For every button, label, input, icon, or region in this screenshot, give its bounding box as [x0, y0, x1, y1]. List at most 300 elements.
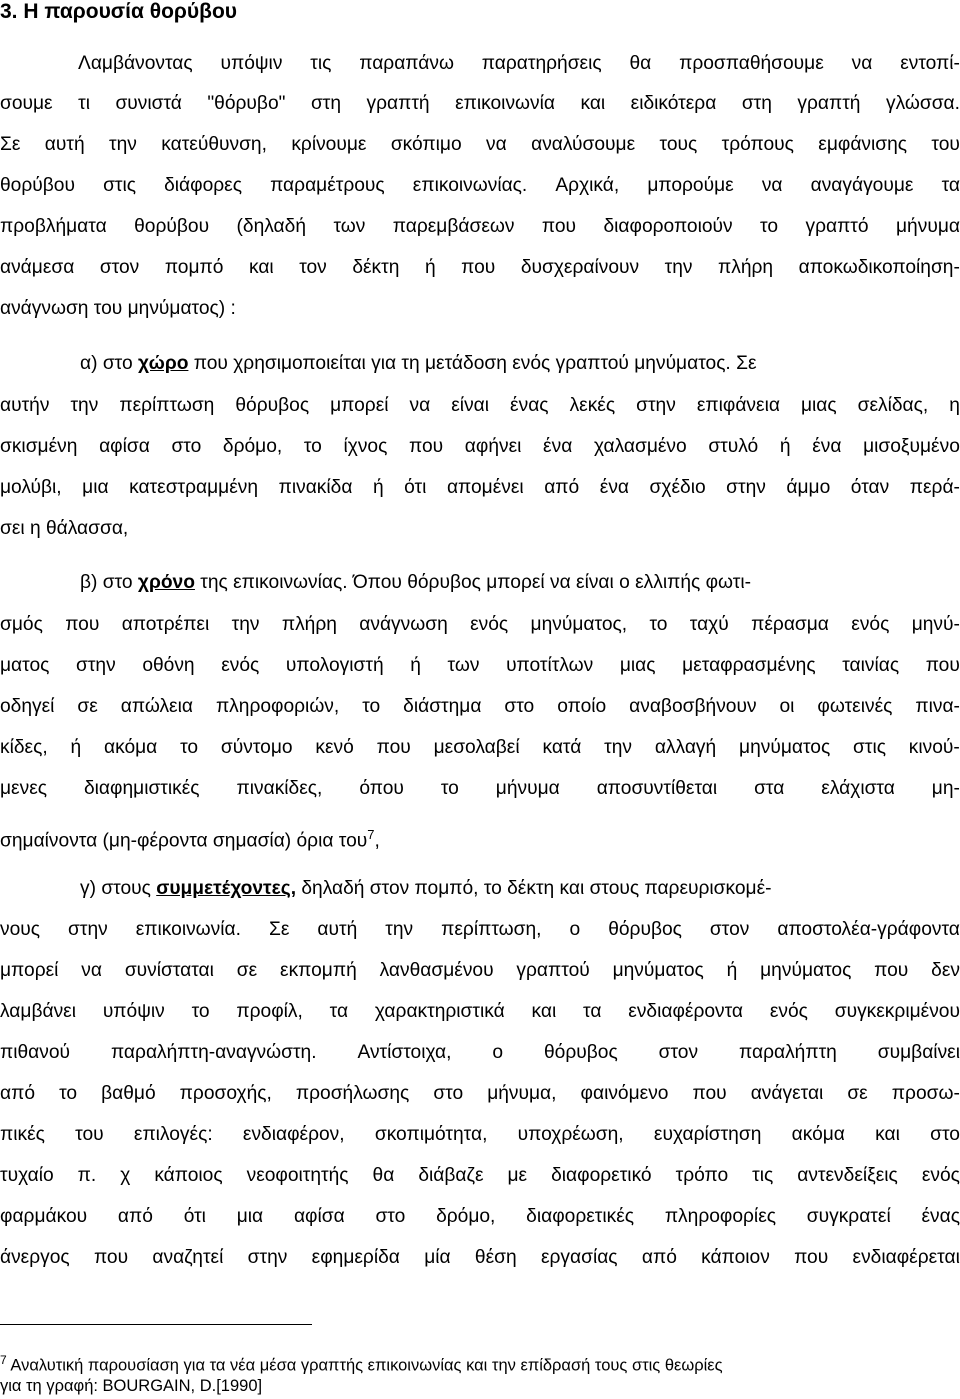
- paragraph-line: [0, 777, 960, 801]
- word: εντοπί-: [900, 53, 960, 74]
- word: του: [931, 134, 960, 155]
- paragraph-line: [0, 133, 960, 157]
- word: θόρυβος: [608, 919, 682, 940]
- word: στις: [103, 175, 136, 196]
- word: σουμε: [0, 93, 53, 114]
- word: από: [0, 1083, 36, 1104]
- word: μηνύματος: [612, 960, 704, 981]
- word: δυσχεραίνουν: [520, 257, 640, 278]
- word: αποσυντίθεται: [596, 778, 718, 799]
- word: πινακίδες,: [236, 778, 323, 799]
- item-keyword: συμμετέχοντες,: [156, 878, 297, 899]
- word: παραπάνω: [359, 53, 454, 74]
- word: υποτίτλων: [506, 655, 594, 676]
- word: σμός: [0, 614, 43, 635]
- word: δέκτη: [352, 257, 400, 278]
- word: του: [75, 1124, 104, 1145]
- word: που: [65, 614, 100, 635]
- word: ταινίας: [842, 655, 900, 676]
- word: νους: [0, 919, 41, 940]
- word: πληροφορίες: [664, 1206, 776, 1227]
- word: κρίνουμε: [291, 134, 367, 155]
- word: στην: [76, 655, 116, 676]
- word: το: [649, 614, 668, 635]
- word: που: [93, 1247, 129, 1268]
- list-item-c: [80, 877, 960, 901]
- word: ενός: [470, 614, 509, 635]
- word: ενός: [851, 614, 890, 635]
- word: με: [507, 1165, 528, 1186]
- word: ο: [569, 919, 581, 940]
- word: ειδικότερα: [630, 93, 717, 114]
- word: στη: [741, 93, 772, 114]
- word: ή: [410, 655, 421, 676]
- word: διαφορετικό: [551, 1165, 652, 1186]
- word: προφίλ,: [236, 1001, 303, 1022]
- word: αφίσα: [293, 1206, 345, 1227]
- word: ανάγεται: [750, 1083, 824, 1104]
- word: ανάμεσα: [0, 257, 75, 278]
- word: λαμβάνει: [0, 1001, 76, 1022]
- word: επιλογές:: [133, 1124, 213, 1145]
- word: σελίδας,: [857, 395, 929, 416]
- footnote-divider: [0, 1324, 312, 1325]
- line-text: ,: [374, 830, 380, 852]
- word: τρόπους: [721, 134, 794, 155]
- word: ο: [492, 1042, 504, 1063]
- word: περίπτωση: [119, 395, 215, 416]
- word: Αρχικά,: [555, 175, 620, 196]
- word: συνίσταται: [124, 960, 214, 981]
- word: την: [109, 134, 137, 155]
- word: λεκές: [569, 395, 616, 416]
- paragraph-line: [0, 918, 960, 942]
- word: μιας: [800, 395, 837, 416]
- word: την: [604, 737, 632, 758]
- word: παραλήπτη: [739, 1042, 837, 1063]
- word: σχέδιο: [649, 477, 706, 498]
- word: την: [385, 919, 414, 940]
- paragraph-line: [0, 823, 960, 853]
- list-item-b: [80, 571, 960, 595]
- word: ή: [372, 477, 384, 498]
- word: που: [409, 436, 444, 457]
- word: μήνυμα: [896, 216, 960, 237]
- word: αφήνει: [464, 436, 522, 457]
- word: προσω-: [891, 1083, 960, 1104]
- word: φαρμάκου: [0, 1206, 88, 1227]
- word: που: [692, 1083, 727, 1104]
- word: που: [541, 216, 577, 237]
- word: πλήρη: [718, 257, 774, 278]
- word: λανθασμένου: [379, 960, 494, 981]
- word: που: [461, 257, 496, 278]
- word: κάποιος: [154, 1165, 223, 1186]
- word: παραλήπτη-αναγνώστη.: [110, 1042, 317, 1063]
- word: ενδιαφέρον,: [242, 1124, 345, 1145]
- word: δρόμο,: [436, 1206, 496, 1227]
- paragraph-line: [78, 52, 960, 76]
- footnote: [0, 1350, 960, 1376]
- word: αυτή: [317, 919, 358, 940]
- word: προσπαθήσουμε: [679, 53, 824, 74]
- word: η: [949, 395, 960, 416]
- word: ακόμα: [791, 1124, 845, 1145]
- word: στην: [726, 477, 766, 498]
- word: ένας: [510, 395, 549, 416]
- word: μπορούμε: [647, 175, 734, 196]
- word: ευχαρίστηση: [653, 1124, 762, 1145]
- word: το: [59, 1083, 78, 1104]
- paragraph-line: [0, 1041, 960, 1065]
- word: ενός: [221, 655, 260, 676]
- word: επικοινωνία.: [135, 919, 241, 940]
- word: και: [580, 93, 606, 114]
- word: απώλεια: [120, 696, 193, 717]
- word: π.: [77, 1165, 97, 1186]
- word: οποίο: [557, 696, 607, 717]
- word: αλλαγή: [654, 737, 717, 758]
- word: κίδες,: [0, 737, 48, 758]
- paragraph-line: [0, 394, 960, 418]
- word: αποτρέπει: [121, 614, 210, 635]
- word: αντενδείξεις: [797, 1165, 898, 1186]
- word: ότι: [183, 1206, 206, 1227]
- word: ακόμα: [104, 737, 158, 758]
- word: Σε: [0, 134, 21, 155]
- word: Λαμβάνοντας: [78, 53, 193, 74]
- word: ενός: [769, 1001, 808, 1022]
- word: ένα: [543, 436, 573, 457]
- word: μήνυμα: [495, 778, 560, 799]
- word: που: [874, 960, 909, 981]
- word: στις: [853, 737, 886, 758]
- word: στο: [375, 1206, 406, 1227]
- word: πικές: [0, 1124, 45, 1145]
- word: θα: [372, 1165, 395, 1186]
- word: όπου: [359, 778, 404, 799]
- word: το: [303, 436, 322, 457]
- word: μη-: [931, 778, 960, 799]
- word: συνιστά: [115, 93, 182, 114]
- word: χ: [120, 1165, 131, 1186]
- word: κάποιον: [701, 1247, 770, 1268]
- word: πινακίδα: [278, 477, 353, 498]
- word: ματος: [0, 655, 50, 676]
- word: παρεμβάσεων: [392, 216, 515, 237]
- word: ενδιαφέρεται: [852, 1247, 960, 1268]
- footnote-line: για τη γραφή: BOURGAIN, D.[1990]: [0, 1377, 263, 1395]
- item-keyword: χώρο: [137, 353, 189, 374]
- word: μιας: [619, 655, 656, 676]
- word: εμφάνισης: [818, 134, 908, 155]
- word: γραπτού: [516, 960, 590, 981]
- word: και: [531, 1001, 557, 1022]
- paragraph-line: [0, 92, 960, 116]
- word: είναι: [451, 395, 490, 416]
- word: διάστημα: [403, 696, 482, 717]
- word: τις: [752, 1165, 774, 1186]
- word: παρατηρήσεις: [481, 53, 602, 74]
- line-text: σημαίνοντα (μη-φέροντα σημασία) όρια του: [0, 830, 368, 852]
- word: κατεύθυνση,: [161, 134, 267, 155]
- paragraph-line: [0, 959, 960, 983]
- word: διαφορετικές: [526, 1206, 635, 1227]
- paragraph-line: [0, 1000, 960, 1024]
- word: οδηγεί: [0, 696, 55, 717]
- word: που: [794, 1247, 829, 1268]
- word: σύντομο: [220, 737, 293, 758]
- word: και: [248, 257, 274, 278]
- word: στη: [310, 93, 342, 114]
- word: ενδιαφέροντα: [628, 1001, 744, 1022]
- word: απομένει: [446, 477, 524, 498]
- list-item-a: [80, 352, 960, 376]
- word: το: [191, 1001, 210, 1022]
- word: εργασίας: [540, 1247, 618, 1268]
- word: μηνύ-: [911, 614, 960, 635]
- footnote-text: Αναλυτική παρουσίαση για τα νέα μέσα γραπτής επικοινωνίας και την επίδρασή τους στις θεωρίες: [6, 1356, 723, 1375]
- word: την: [231, 614, 260, 635]
- word: περά-: [909, 477, 960, 498]
- paragraph-line: [0, 1205, 960, 1229]
- word: μπορεί: [330, 395, 389, 416]
- word: παραμέτρους: [270, 175, 385, 196]
- word: στον: [658, 1042, 699, 1063]
- word: ένα: [599, 477, 630, 498]
- word: φαινόμενο: [580, 1083, 669, 1104]
- word: κατά: [542, 737, 582, 758]
- word: που: [376, 737, 411, 758]
- word: σε: [236, 960, 258, 981]
- word: χαλασμένο: [593, 436, 687, 457]
- word: στο: [433, 1083, 464, 1104]
- word: θα: [629, 53, 652, 74]
- word: αναλύσουμε: [531, 134, 636, 155]
- word: σκόπιμο: [390, 134, 462, 155]
- word: μπορεί: [0, 960, 59, 981]
- word: τι: [78, 93, 90, 114]
- word: τυχαίο: [0, 1165, 54, 1186]
- word: πινα-: [915, 696, 960, 717]
- word: από: [641, 1247, 677, 1268]
- word: το: [362, 696, 381, 717]
- word: νεοφοιτητής: [246, 1165, 349, 1186]
- word: πλήρη: [281, 614, 337, 635]
- word: τα: [941, 175, 960, 196]
- word: από: [544, 477, 580, 498]
- word: στυλό: [708, 436, 759, 457]
- word: υποχρέωση,: [517, 1124, 624, 1145]
- word: τα: [329, 1001, 349, 1022]
- word: στον: [99, 257, 140, 278]
- word: πιθανού: [0, 1042, 71, 1063]
- paragraph-line: [0, 476, 960, 500]
- word: το: [180, 737, 199, 758]
- word: και: [875, 1124, 900, 1145]
- word: άνεργος: [0, 1247, 70, 1268]
- word: Σε: [268, 919, 290, 940]
- word: οθόνη: [142, 655, 195, 676]
- item-prefix: α) στο: [80, 353, 138, 374]
- word: γλώσσα.: [885, 93, 960, 114]
- word: διάβαζε: [418, 1165, 484, 1186]
- word: μια: [82, 477, 109, 498]
- word: μεσολαβεί: [433, 737, 520, 758]
- item-prefix: γ) στους: [80, 878, 157, 899]
- word: γραπτό: [805, 216, 869, 237]
- word: στο: [171, 436, 202, 457]
- word: πέρασμα: [751, 614, 829, 635]
- word: διαφημιστικές: [83, 778, 200, 799]
- word: τα: [583, 1001, 602, 1022]
- word: ένα: [812, 436, 842, 457]
- word: προσοχής,: [179, 1083, 272, 1104]
- word: ίχνος: [343, 436, 388, 457]
- word: υπόψιν: [220, 53, 283, 74]
- paragraph-line: [0, 736, 960, 760]
- word: από: [117, 1206, 153, 1227]
- word: φωτεινές: [817, 696, 893, 717]
- word: ανάγνωση: [359, 614, 448, 635]
- word: τον: [299, 257, 327, 278]
- word: που: [925, 655, 960, 676]
- word: ενός: [921, 1165, 960, 1186]
- word: των: [447, 655, 480, 676]
- footnote-mark: 7: [0, 1353, 7, 1367]
- word: στην: [247, 1247, 288, 1268]
- word: μενες: [0, 778, 48, 799]
- paragraph-line: [0, 174, 960, 198]
- word: βαθμό: [101, 1083, 156, 1104]
- word: συμβαίνει: [877, 1042, 960, 1063]
- word: στο: [930, 1124, 960, 1145]
- word: να: [409, 395, 431, 416]
- word: σε: [77, 696, 98, 717]
- word: εφημερίδα: [311, 1247, 400, 1268]
- word: αναβοσβήνουν: [629, 696, 757, 717]
- word: μήνυμα,: [487, 1083, 557, 1104]
- word: θόρυβος: [544, 1042, 618, 1063]
- word: πληροφοριών,: [215, 696, 340, 717]
- word: το: [440, 778, 459, 799]
- word: στο: [504, 696, 535, 717]
- word: εκπομπή: [280, 960, 357, 981]
- word: δρόμο,: [222, 436, 283, 457]
- word: να: [486, 134, 507, 155]
- paragraph-line: [0, 215, 960, 239]
- word: επικοινωνία: [455, 93, 555, 114]
- paragraph-line: [0, 435, 960, 459]
- word: στα: [754, 778, 785, 799]
- word: γραπτή: [366, 93, 430, 114]
- word: το: [760, 216, 779, 237]
- word: αποστολέα-γράφοντα: [777, 919, 960, 940]
- item-prefix: β) στο: [80, 572, 138, 593]
- word: υπόψιν: [102, 1001, 165, 1022]
- paragraph-line: σει η θάλασσα,: [0, 518, 129, 539]
- word: αυτήν: [0, 395, 50, 416]
- word: επικοινωνίας.: [412, 175, 528, 196]
- word: σκοπιμότητα,: [374, 1124, 488, 1145]
- word: τους: [659, 134, 698, 155]
- word: προσήλωσης: [295, 1083, 410, 1104]
- word: μια: [236, 1206, 264, 1227]
- word: οι: [779, 696, 795, 717]
- word: αυτή: [44, 134, 85, 155]
- word: να: [761, 175, 783, 196]
- word: μολύβι,: [0, 477, 62, 498]
- word: αναζητεί: [152, 1247, 224, 1268]
- word: στον: [709, 919, 750, 940]
- paragraph-line: [0, 695, 960, 719]
- word: περίπτωση,: [441, 919, 542, 940]
- word: όταν: [850, 477, 890, 498]
- word: θορύβου: [0, 175, 75, 196]
- word: αναγάγουμε: [810, 175, 914, 196]
- item-keyword: χρόνο: [137, 572, 195, 593]
- word: αφίσα: [99, 436, 150, 457]
- word: δεν: [931, 960, 960, 981]
- word: τρόπο: [675, 1165, 729, 1186]
- word: στην: [68, 919, 108, 940]
- word: ή: [726, 960, 738, 981]
- section-heading: 3. Η παρουσία θορύβου: [0, 0, 237, 23]
- paragraph-line: [0, 613, 960, 637]
- word: την: [70, 395, 99, 416]
- item-text: που χρησιμοποιείται για τη μετάδοση ενός γραπτού μηνύματος. Σε: [188, 353, 757, 374]
- word: γραπτή: [797, 93, 861, 114]
- word: κατεστραμμένη: [129, 477, 259, 498]
- word: συγκρατεί: [806, 1206, 891, 1227]
- paragraph-line: [0, 654, 960, 678]
- word: προβλήματα: [0, 216, 107, 237]
- word: μία: [424, 1247, 451, 1268]
- paragraph-line: [0, 1246, 960, 1270]
- word: θόρυβος: [235, 395, 310, 416]
- paragraph-line: [0, 1082, 960, 1106]
- word: ελάχιστα: [821, 778, 895, 799]
- word: ότι: [404, 477, 427, 498]
- word: άμμο: [786, 477, 831, 498]
- word: θέση: [474, 1247, 517, 1268]
- word: επιφάνεια: [696, 395, 780, 416]
- word: των: [333, 216, 366, 237]
- paragraph-line: ανάγνωση του μηνύματος) :: [0, 298, 236, 319]
- word: σκισμένη: [0, 436, 78, 457]
- word: "θόρυβο": [207, 93, 286, 114]
- item-text: της επικοινωνίας. Όπου θόρυβος μπορεί να είναι ο ελλιπής φωτι-: [194, 572, 751, 593]
- word: αποκωδικοποίηση-: [798, 257, 960, 278]
- word: διαφοροποιούν: [603, 216, 733, 237]
- word: ή: [779, 436, 791, 457]
- word: μισοξυμένο: [863, 436, 960, 457]
- word: πομπό: [164, 257, 224, 278]
- word: τις: [310, 53, 332, 74]
- word: ένας: [921, 1206, 960, 1227]
- word: ταχύ: [689, 614, 729, 635]
- word: ή: [70, 737, 82, 758]
- word: κενό: [315, 737, 354, 758]
- word: υπολογιστή: [285, 655, 384, 676]
- word: να: [851, 53, 873, 74]
- word: Αντίστοιχα,: [357, 1042, 452, 1063]
- word: (δηλαδή: [236, 216, 307, 237]
- item-text: δηλαδή στον πομπό, το δέκτη και στους παρευρισκομέ-: [296, 878, 772, 899]
- word: χαρακτηριστικά: [374, 1001, 505, 1022]
- word: διάφορες: [164, 175, 242, 196]
- paragraph-line: [0, 256, 960, 280]
